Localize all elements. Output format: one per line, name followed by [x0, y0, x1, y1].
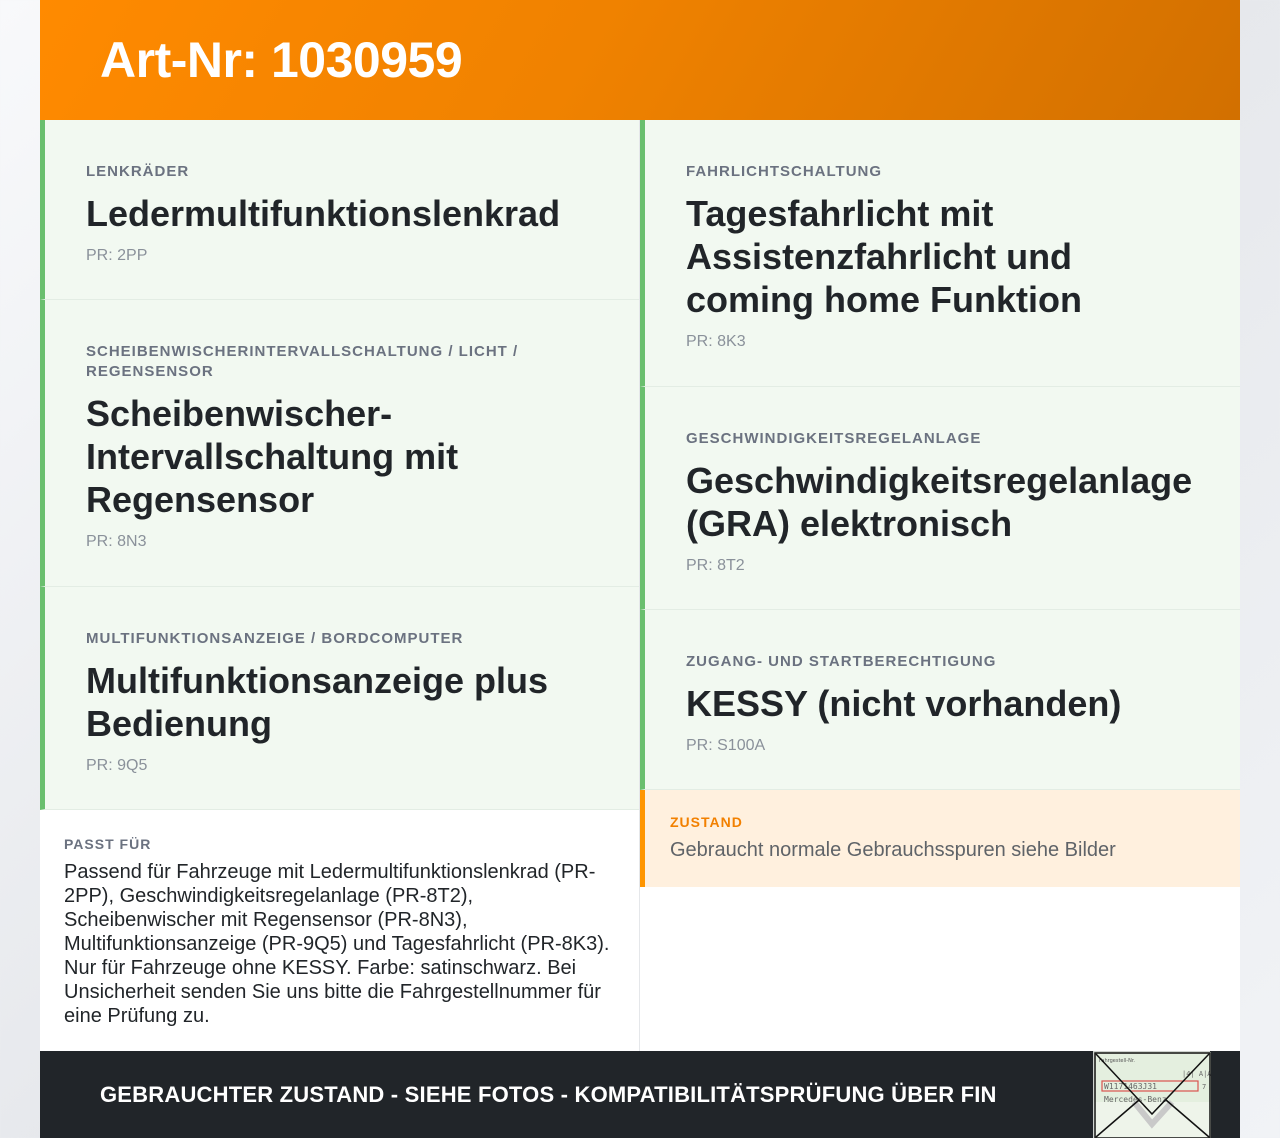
svg-text:7: 7: [1202, 1083, 1207, 1091]
header: [40, 0, 1240, 120]
feature-category: SCHEIBENWISCHERINTERVALLSCHALTUNG / LICHT / REGENSENSOR: [86, 343, 519, 380]
feature-pr-code: PR: S100A: [686, 737, 766, 754]
svg-text:Fahrgestell-Nr.: Fahrgestell-Nr.: [1099, 1058, 1136, 1064]
feature-card-cruise-control: [640, 387, 1240, 610]
envelope-vin-icon: [1093, 1051, 1210, 1138]
feature-category: LENKRÄDER: [86, 163, 190, 180]
feature-card-steering-wheel: [40, 120, 639, 300]
features-grid: [40, 120, 1240, 1051]
article-number-title: Art-Nr: 1030959: [100, 32, 463, 88]
feature-pr-code: PR: 9Q5: [86, 757, 148, 774]
feature-pr-code: PR: 8T2: [686, 557, 745, 574]
feature-card-daytime-lights: [640, 120, 1240, 387]
feature-title: KESSY (nicht vorhanden): [686, 683, 1122, 724]
svg-text:Mercedes-Benz: Mercedes-Benz: [1104, 1095, 1167, 1104]
footer-message: GEBRAUCHTER ZUSTAND - SIEHE FOTOS - KOMPATIBILITÄTSPRÜFUNG ÜBER FIN: [100, 1081, 997, 1107]
feature-category: GESCHWINDIGKEITSREGELANLAGE: [686, 430, 982, 447]
features-right-column: [640, 120, 1240, 1051]
feature-pr-code: PR: 8K3: [686, 333, 746, 350]
condition-text: Gebraucht normale Gebrauchsspuren siehe Bilder: [670, 839, 1116, 861]
condition-label: ZUSTAND: [670, 814, 743, 830]
feature-card-kessy: [640, 610, 1240, 790]
feature-title: Ledermultifunktionslenkrad: [86, 193, 561, 234]
svg-text:|4| A|A: |4| A|A: [1182, 1070, 1211, 1078]
feature-pr-code: PR: 8N3: [86, 533, 147, 550]
feature-title: Geschwindigkeitsregelanlage (GRA) elektronisch: [686, 460, 1193, 544]
feature-category: FAHRLICHTSCHALTUNG: [686, 163, 883, 180]
feature-title: Scheibenwischer-Intervallschaltung mit Regensensor: [86, 393, 459, 520]
svg-text:W1171463J31: W1171463J31: [1104, 1082, 1157, 1091]
features-left-column: [40, 120, 640, 1051]
feature-pr-code: PR: 2PP: [86, 247, 148, 264]
feature-category: ZUGANG- UND STARTBERECHTIGUNG: [686, 653, 997, 670]
feature-title: Tagesfahrlicht mit Assistenzfahrlicht und coming home Funktion: [686, 193, 1082, 320]
footer-banner: [40, 1051, 1240, 1138]
feature-card-wiper: [40, 300, 639, 587]
compatibility-label: PASST FÜR: [64, 836, 152, 852]
feature-category: MULTIFUNKTIONSANZEIGE / BORDCOMPUTER: [86, 630, 464, 647]
feature-title: Multifunktionsanzeige plus Bedienung: [86, 660, 549, 744]
compatibility-text: Passend für Fahrzeuge mit Ledermultifunktionslenkrad (PR-2PP), Geschwindigkeitsregelanlage (PR-8T2), Scheibenwischer mit Regensensor (PR-8N3), Multifunktionsanzeige (PR-9Q5) und Tagesfahrlicht (PR-8K3). Nur für Fahrzeuge ohne KESSY. Farbe: satinschwarz. Bei Unsicherheit senden Sie uns bitte die Fahrgestellnummer für eine Prüfung zu.: [64, 861, 610, 1027]
product-sheet: [40, 0, 1240, 1138]
condition-section: [640, 790, 1240, 887]
feature-card-display: [40, 587, 639, 810]
compatibility-section: [40, 810, 639, 1051]
